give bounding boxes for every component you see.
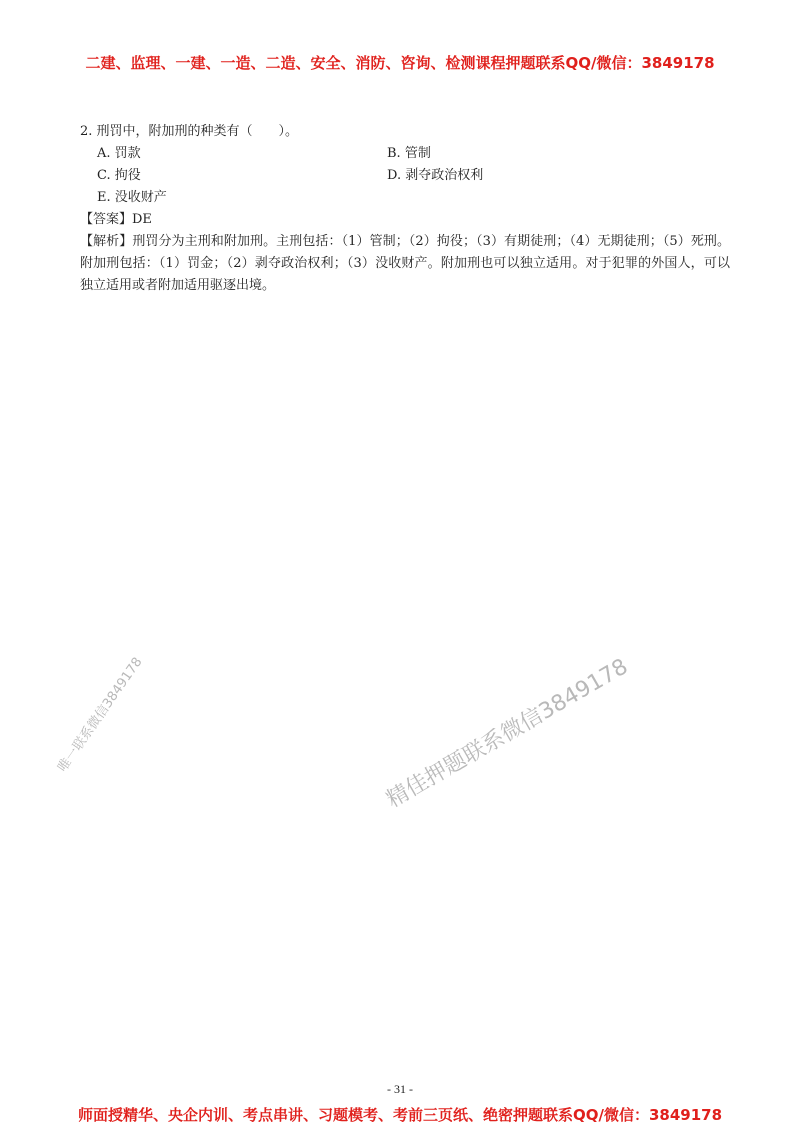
footer-banner: 师面授精华、央企内训、考点串讲、习题模考、考前三页纸、绝密押题联系QQ/微信：3849178: [77, 1106, 723, 1124]
option-d: D. 剥夺政治权利: [387, 168, 484, 183]
header-banner: 二建、监理、一建、一造、二造、安全、消防、咨询、检测课程押题联系QQ/微信：3849178: [85, 54, 715, 72]
page-number: - 31 -: [387, 1082, 413, 1096]
option-e: E. 没收财产: [97, 190, 167, 205]
option-a: A. 罚款: [97, 146, 141, 161]
analysis-paragraph: 【解析】刑罚分为主刑和附加刑。主刑包括：（1）管制；（2）拘役；（3）有期徒刑；（4）无期徒刑；（5）死刑。附加刑包括：（1）罚金；（2）剥夺政治权利；（3）没收财产。附加刑也可以独立适用。对于犯罪的外国人，可以独立适用或者附加适用驱逐出境。: [80, 234, 730, 293]
watermark-right: 精佳押题联系微信3849178: [382, 654, 633, 813]
question-stem: 2. 刑罚中，附加刑的种类有（ ）。: [80, 124, 299, 139]
option-c: C. 拘役: [97, 168, 141, 183]
watermark-left: 唯一联系微信3849178: [55, 654, 146, 775]
options-list: [97, 143, 730, 209]
answer-line: 【答案】DE: [80, 212, 152, 227]
question-block: [80, 121, 730, 297]
option-b: B. 管制: [387, 146, 431, 161]
